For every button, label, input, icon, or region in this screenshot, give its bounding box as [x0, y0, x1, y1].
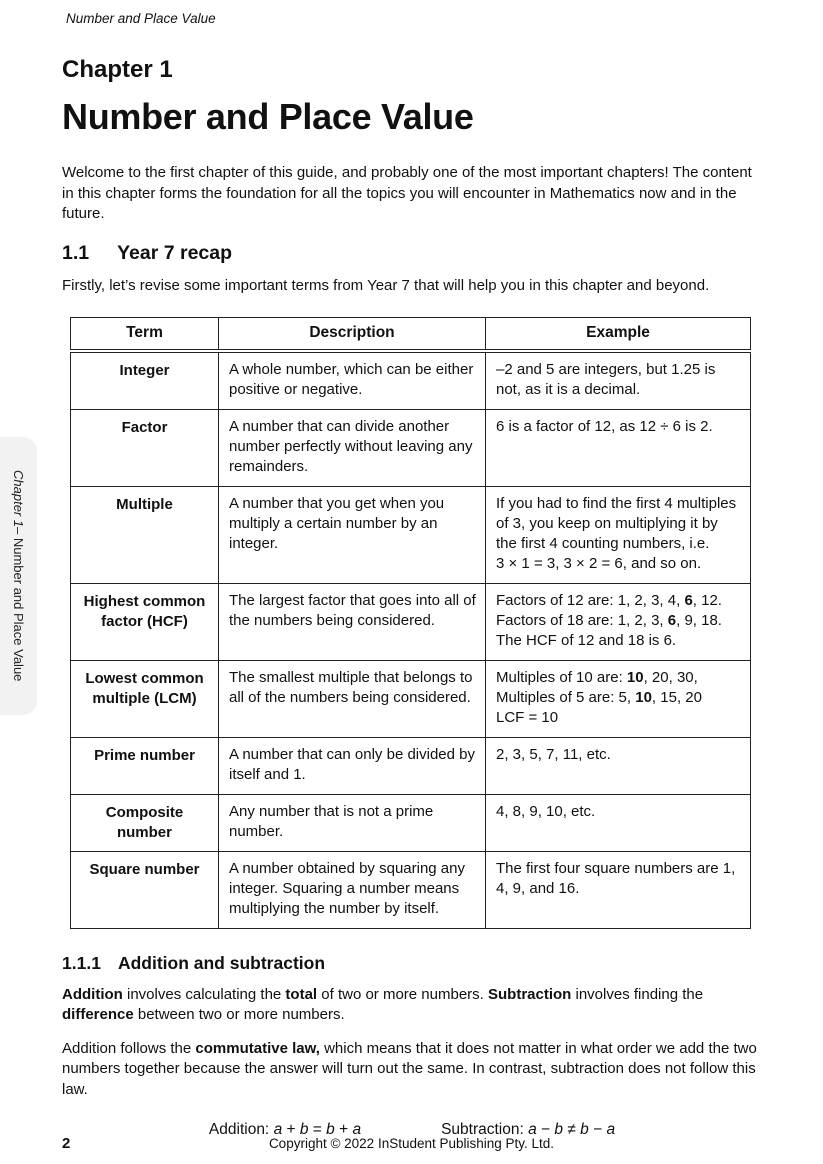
chapter-side-tab [0, 437, 37, 715]
subtraction-equation: Subtraction: a − b ≠ b − a [441, 1121, 616, 1139]
description-cell: A whole number, which can be either positive or negative. [219, 351, 486, 410]
table-row [71, 583, 751, 660]
section-1-1-1-heading [62, 953, 762, 973]
example-cell: –2 and 5 are integers, but 1.25 is not, as it is a decimal. [486, 351, 751, 410]
example-cell: 2, 3, 5, 7, 11, etc. [486, 737, 751, 794]
section-1-1-number: 1.1 [62, 241, 90, 264]
description-cell: Any number that is not a prime number. [219, 794, 486, 851]
intro-paragraph: Welcome to the first chapter of this guide, and probably one of the most important chapters! The content in this chapter forms the foundation for all the topics you will encounter in Mathematics now and in the future. [62, 164, 752, 223]
terms-table [70, 317, 751, 929]
section-1-1-1-title: Addition and subtraction [117, 952, 326, 973]
side-tab-chapter-label: Chapter 1 [11, 470, 26, 528]
column-header-description: Description [219, 317, 486, 351]
commutative-law-paragraph: Addition follows the commutative law, which means that it does not matter in what order we add the two numbers together because the answer will turn out the same. In contrast, subtraction does not follow this law. [62, 1039, 757, 1098]
addition-equation: Addition: a + b = b + a [208, 1121, 362, 1139]
table-row [71, 486, 751, 583]
table-header-row [71, 317, 751, 351]
chapter-number-heading: Chapter 1 [62, 56, 173, 83]
column-header-term: Term [71, 317, 219, 351]
example-cell: The first four square numbers are 1, 4, 9, and 16. [486, 851, 751, 928]
table-row [71, 351, 751, 410]
page-content [62, 0, 762, 1139]
table-row [71, 409, 751, 486]
term-cell: Highest common factor (HCF) [71, 583, 219, 660]
example-cell: Factors of 12 are: 1, 2, 3, 4, 6, 12. Factors of 18 are: 1, 2, 3, 6, 9, 18. The HCF of 12 and 18 is 6. [486, 583, 751, 660]
table-row [71, 794, 751, 851]
running-header: Number and Place Value [66, 11, 216, 26]
term-cell: Multiple [71, 486, 219, 583]
description-cell: A number that you get when you multiply a certain number by an integer. [219, 486, 486, 583]
table-row [71, 851, 751, 928]
term-cell: Lowest common multiple (LCM) [71, 660, 219, 737]
term-cell: Factor [71, 409, 219, 486]
term-cell: Integer [71, 351, 219, 410]
section-1-1-heading [62, 242, 762, 264]
section-1-1-lead-paragraph: Firstly, let’s revise some important terms from Year 7 that will help you in this chapter and beyond. [62, 277, 710, 295]
section-1-1-title: Year 7 recap [117, 241, 233, 264]
column-header-example: Example [486, 317, 751, 351]
table-row [71, 737, 751, 794]
description-cell: A number that can only be divided by itself and 1. [219, 737, 486, 794]
section-1-1-1-number: 1.1.1 [62, 952, 101, 973]
example-cell: 4, 8, 9, 10, etc. [486, 794, 751, 851]
example-cell: If you had to find the first 4 multiples of 3, you keep on multiplying it by the first 4 counting numbers, i.e. 3 × 1 = 3, 3 × 2 = 6, and so on. [486, 486, 751, 583]
description-cell: The smallest multiple that belongs to all of the numbers being considered. [219, 660, 486, 737]
example-cell: 6 is a factor of 12, as 12 ÷ 6 is 2. [486, 409, 751, 486]
copyright-notice: Copyright © 2022 InStudent Publishing Pty. Ltd. [268, 1136, 555, 1151]
chapter-title: Number and Place Value [62, 96, 474, 138]
description-cell: A number that can divide another number perfectly without leaving any remainders. [219, 409, 486, 486]
example-cell: Multiples of 10 are: 10, 20, 30, Multiples of 5 are: 5, 10, 15, 20 LCF = 10 [486, 660, 751, 737]
page-number: 2 [62, 1135, 71, 1152]
term-cell: Prime number [71, 737, 219, 794]
term-cell: Composite number [71, 794, 219, 851]
table-row [71, 660, 751, 737]
addition-definition-paragraph: Addition involves calculating the total of two or more numbers. Subtraction involves finding the difference between two or more numbers. [62, 985, 704, 1024]
description-cell: The largest factor that goes into all of the numbers being considered. [219, 583, 486, 660]
side-tab-title-label: – Number and Place Value [11, 527, 26, 682]
term-cell: Square number [71, 851, 219, 928]
description-cell: A number obtained by squaring any integer. Squaring a number means multiplying the number by itself. [219, 851, 486, 928]
